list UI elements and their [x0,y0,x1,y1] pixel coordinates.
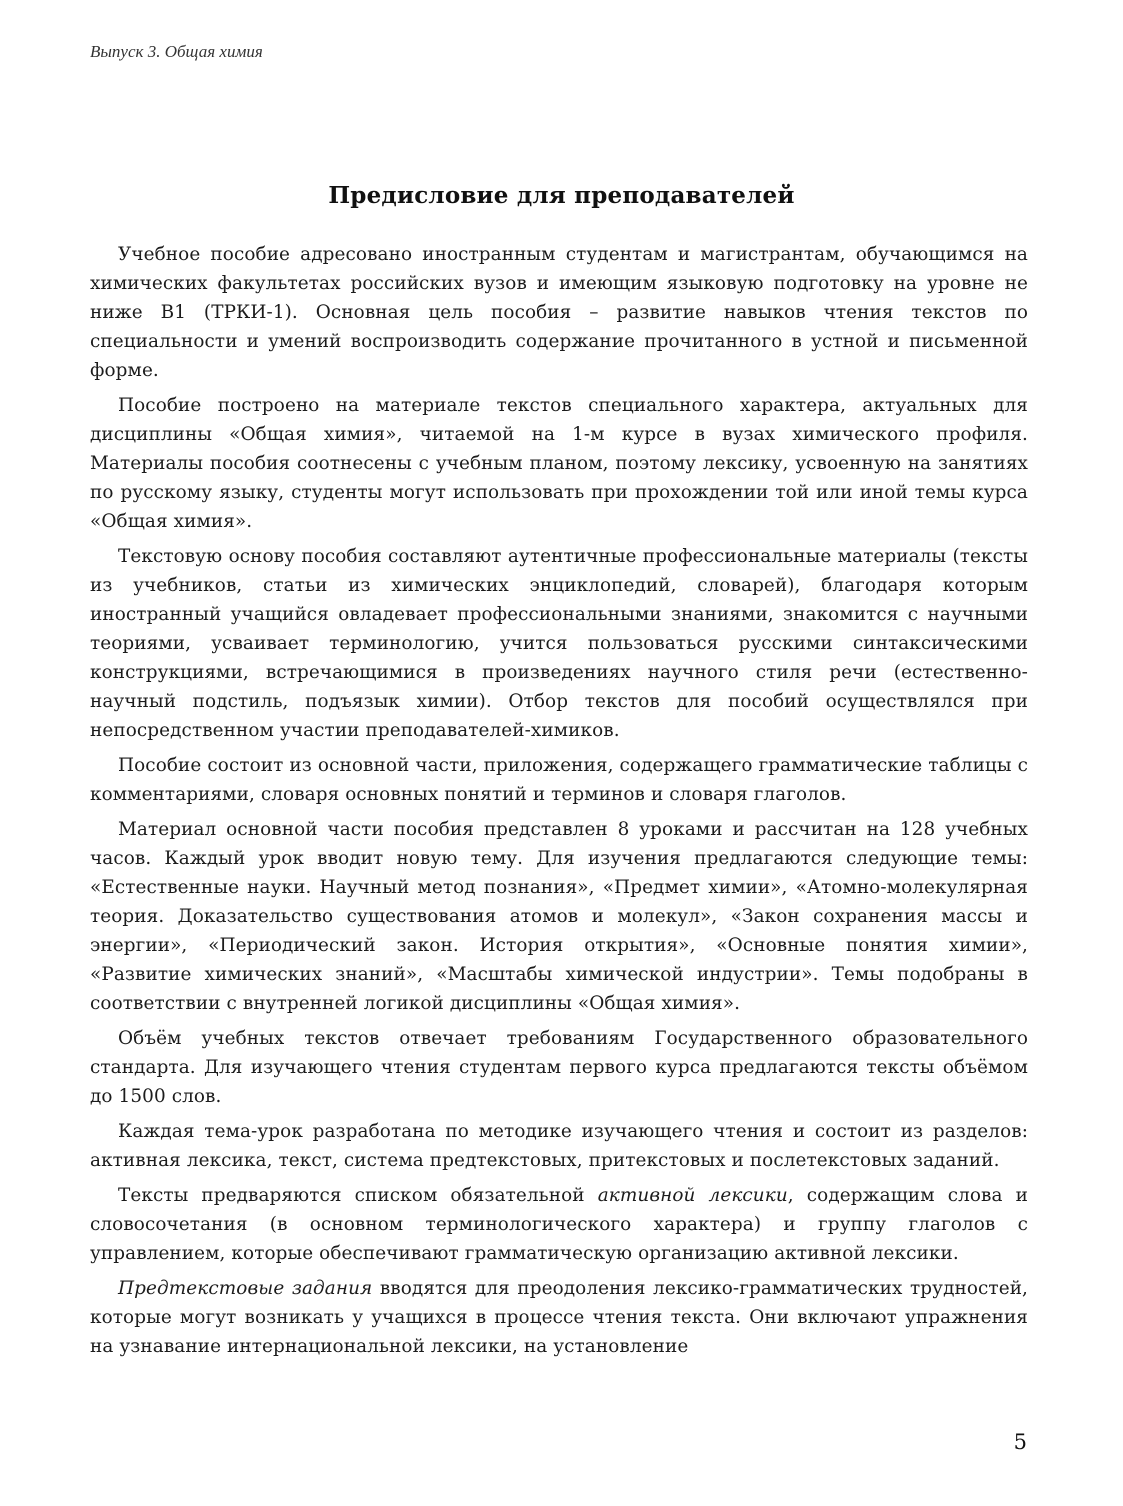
paragraph: Текстовую основу пособия составляют аутентичные профессиональные материалы (тексты из учебников, статьи из химических энциклопедий, словарей), благодаря которым иностранный учащийся овладевает профессиональными знаниями, знакомится с научными теориями, усваивает терминологию, учится пользоваться русскими синтаксическими конструкциями, встречающимися в произведениях научного стиля речи (естественно-научный подстиль, подъязык химии). Отбор текстов для пособий осуществлялся при непосредственном участии преподавателей-химиков. [90,546,1028,741]
paragraph-text: вводятся для преодоления лексико-грамматических трудностей, которые могут возникать у учащихся в процессе чтения текста. Они включают упражнения на узнавание интернациональной лексики, на установление [90,1278,1028,1357]
page-number: 5 [1013,1430,1027,1454]
running-header: Выпуск 3. Общая химия [90,42,263,61]
page-title: Предисловие для преподавателей [328,182,795,209]
paragraph-text: , содержащим слова и словосочетания (в основном терминологического характера) и группу глаголов с управлением, которые обеспечивают грамматическую организацию активной лексики. [90,1185,1028,1264]
paragraph: Пособие состоит из основной части, приложения, содержащего грамматические таблицы с комментариями, словаря основных понятий и терминов и словаря глаголов. [90,755,1028,805]
paragraph: Материал основной части пособия представлен 8 уроками и рассчитан на 128 учебных часов. Каждый урок вводит новую тему. Для изучения предлагаются следующие темы: «Естественные науки. Научный метод познания», «Предмет химии», «Атомно-молекулярная теория. Доказательство существования атомов и молекул», «Закон сохранения массы и энергии», «Периодический закон. История открытия», «Основные понятия химии», «Развитие химических знаний», «Масштабы химической индустрии». Темы подобраны в соответствии с внутренней логикой дисциплины «Общая химия». [90,819,1028,1014]
paragraph [90,1274,1028,1361]
paragraph: Объём учебных текстов отвечает требованиям Государственного образовательного стандарта. Для изучающего чтения студентам первого курса предлагаются тексты объёмом до 1500 слов. [90,1028,1028,1107]
emphasis: Предтекстовые задания [118,1278,373,1299]
paragraph: Учебное пособие адресовано иностранным студентам и магистрантам, обучающимся на химических факультетах российских вузов и имеющим языковую подготовку на уровне не ниже B1 (ТРКИ-1). Основная цель пособия – развитие навыков чтения текстов по специальности и умений воспроизводить содержание прочитанного в устной и письменной форме. [90,244,1028,381]
emphasis: активной лексики [597,1185,788,1206]
paragraph-text: Тексты предваряются списком обязательной [118,1185,598,1206]
paragraph: Пособие построено на материале текстов специального характера, актуальных для дисциплины «Общая химия», читаемой на 1-м курсе в вузах химического профиля. Материалы пособия соотнесены с учебным планом, поэтому лексику, усвоенную на занятиях по русскому языку, студенты могут использовать при прохождении той или иной темы курса «Общая химия». [90,395,1028,532]
body-text [90,240,1028,1367]
paragraph: Каждая тема-урок разработана по методике изучающего чтения и состоит из разделов: активная лексика, текст, система предтекстовых, притекстовых и послетекстовых заданий. [90,1121,1028,1171]
paragraph [90,1181,1028,1268]
